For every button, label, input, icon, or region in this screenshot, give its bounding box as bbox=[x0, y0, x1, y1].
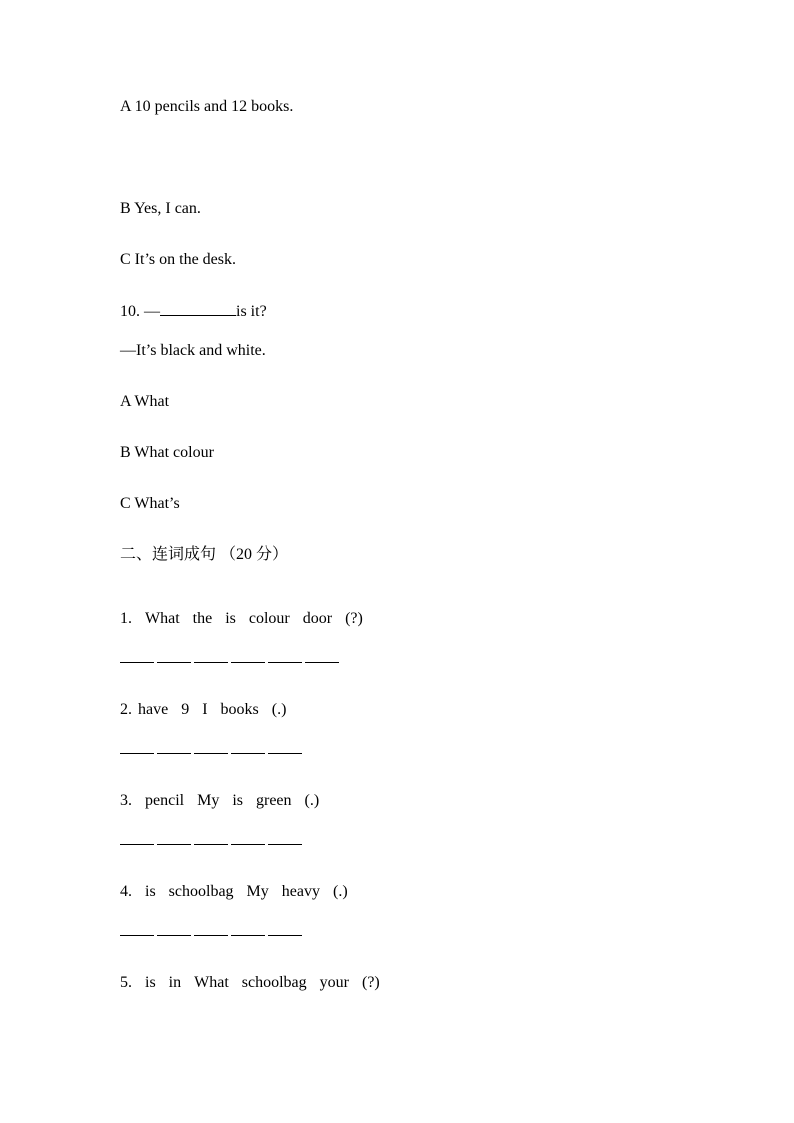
word-token: (?) bbox=[345, 610, 363, 627]
word-token: heavy bbox=[281, 883, 320, 900]
blank-segment bbox=[120, 935, 154, 936]
blank-segment bbox=[157, 844, 191, 845]
word-token: colour bbox=[248, 610, 290, 627]
q10-suffix: is it? bbox=[236, 303, 267, 320]
blank-segment bbox=[268, 753, 302, 754]
q10-answer: —It’s black and white. bbox=[120, 342, 266, 359]
blank-segment bbox=[268, 662, 302, 663]
blank-segment bbox=[194, 844, 228, 845]
word-token: is bbox=[145, 974, 156, 991]
word-token: is bbox=[145, 883, 156, 900]
q10-option-c: C What’s bbox=[120, 495, 180, 512]
word-token: the bbox=[192, 610, 213, 627]
blank-segment bbox=[231, 844, 265, 845]
answer-blank bbox=[160, 301, 236, 316]
blank-segment bbox=[231, 662, 265, 663]
word-token: What bbox=[194, 974, 229, 991]
blank-segment bbox=[194, 935, 228, 936]
word-token: schoolbag bbox=[241, 974, 307, 991]
blank-segment bbox=[120, 844, 154, 845]
blank-segment bbox=[268, 844, 302, 845]
blank-segment bbox=[305, 662, 339, 663]
word-token: My bbox=[197, 792, 220, 809]
blank-segment bbox=[231, 753, 265, 754]
word-token: 9 bbox=[181, 701, 190, 718]
item-number: 2. bbox=[120, 701, 132, 718]
q9-option-c: C It’s on the desk. bbox=[120, 251, 236, 268]
word-token: schoolbag bbox=[168, 883, 234, 900]
word-token: door bbox=[302, 610, 333, 627]
word-token: (.) bbox=[271, 701, 287, 718]
word-token: I bbox=[202, 701, 208, 718]
q9-option-a: A 10 pencils and 12 books. bbox=[120, 98, 294, 115]
word-token: (.) bbox=[304, 792, 320, 809]
sentence-item-3 bbox=[120, 791, 319, 811]
q10-option-a: A What bbox=[120, 393, 170, 410]
word-token: My bbox=[246, 883, 269, 900]
sentence-item-5 bbox=[120, 973, 380, 993]
word-token: (.) bbox=[332, 883, 348, 900]
blank-segment bbox=[157, 753, 191, 754]
word-token: What bbox=[145, 610, 180, 627]
item-number: 1. bbox=[120, 610, 132, 627]
word-token: books bbox=[220, 701, 259, 718]
blank-segment bbox=[120, 753, 154, 754]
item-number: 4. bbox=[120, 883, 132, 900]
section-heading: 二、连词成句 （20 分） bbox=[120, 546, 289, 563]
word-token: in bbox=[168, 974, 182, 991]
sentence-item-1 bbox=[120, 609, 363, 629]
word-token: (?) bbox=[361, 974, 380, 991]
blank-segment bbox=[194, 753, 228, 754]
item-number: 3. bbox=[120, 792, 132, 809]
q9-option-b: B Yes, I can. bbox=[120, 200, 201, 217]
q10-question bbox=[120, 301, 267, 322]
q10-option-b: B What colour bbox=[120, 444, 214, 461]
blank-segment bbox=[268, 935, 302, 936]
blank-segment bbox=[231, 935, 265, 936]
word-token: have bbox=[138, 701, 169, 718]
word-token: your bbox=[319, 974, 349, 991]
sentence-item-4 bbox=[120, 882, 348, 902]
item-number: 5. bbox=[120, 974, 132, 991]
word-token: green bbox=[256, 792, 292, 809]
blank-segment bbox=[194, 662, 228, 663]
sentence-item-2 bbox=[120, 700, 286, 720]
blank-segment bbox=[157, 935, 191, 936]
blank-segment bbox=[120, 662, 154, 663]
word-token: is bbox=[225, 610, 236, 627]
blank-segment bbox=[157, 662, 191, 663]
word-token: is bbox=[232, 792, 243, 809]
q10-prefix: 10. — bbox=[120, 303, 160, 320]
word-token: pencil bbox=[145, 792, 185, 809]
